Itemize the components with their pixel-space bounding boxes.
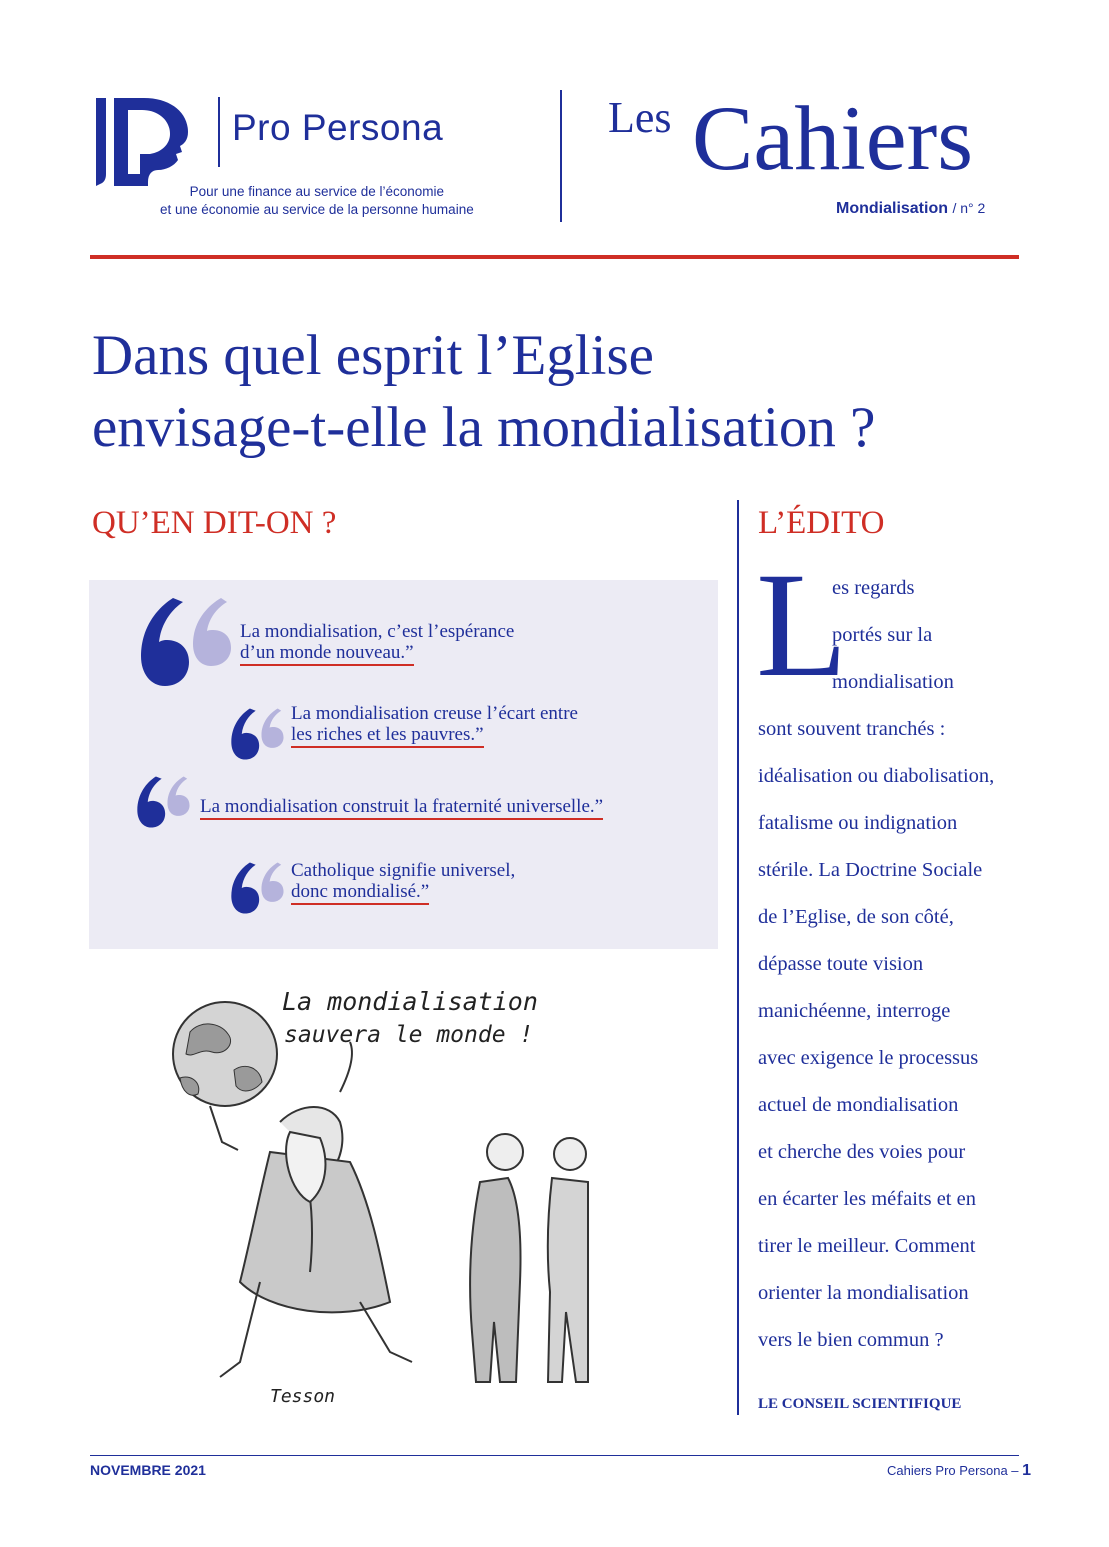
edito-line: sont souvent tranchés : (758, 718, 946, 740)
edito-line: vers le bien commun ? (758, 1329, 944, 1351)
edito-line: orienter la mondialisation (758, 1282, 969, 1304)
column-rule (737, 500, 739, 1415)
quote-text (200, 796, 603, 817)
section-heading-edito: L’ÉDITO (758, 505, 885, 541)
issue-topic: Mondialisation (836, 200, 948, 217)
quote-line: d’un monde nouveau.” (240, 642, 414, 666)
section-heading-quotes: QU’EN DIT-ON ? (92, 505, 337, 541)
edito-line: mondialisation (832, 671, 954, 693)
quote-mark-icon (229, 706, 287, 762)
logo-divider (218, 97, 220, 167)
quote-mark-icon (135, 774, 193, 830)
edito-line: es regards (832, 577, 915, 599)
cartoon-caption-line: sauvera le monde ! (284, 1022, 534, 1048)
issue-number: / n° 2 (952, 200, 986, 216)
footer-publication-name: Cahiers Pro Persona – (887, 1463, 1019, 1478)
edito-line: portés sur la (832, 624, 933, 646)
quote-line: les riches et les pauvres.” (291, 724, 484, 748)
quote-text (291, 703, 578, 745)
page-title (92, 320, 1022, 464)
cartoon-caption-line: La mondialisation (282, 987, 538, 1016)
edito-line: et cherche des voies pour (758, 1141, 966, 1163)
issue-label (836, 200, 985, 218)
edito-line: stérile. La Doctrine Sociale (758, 859, 983, 881)
edito-line: avec exigence le processus (758, 1047, 979, 1069)
masthead-cahiers: Cahiers (692, 87, 974, 189)
couple-figures (470, 1134, 590, 1382)
edito-line: de l’Eglise, de son côté, (758, 906, 954, 928)
brand-tagline (160, 183, 474, 219)
quote-line: Catholique signifie universel, (291, 860, 516, 881)
edito-line: en écarter les méfaits et en (758, 1188, 976, 1210)
page-number: 1 (1022, 1462, 1032, 1479)
edito-line: actuel de mondialisation (758, 1094, 959, 1116)
footer-rule (90, 1455, 1019, 1456)
footer-date: NOVEMBRE 2021 (90, 1462, 206, 1478)
edito-line: fatalisme ou indignation (758, 812, 958, 834)
cartoon-signature: Tesson (270, 1386, 336, 1407)
edito-line: dépasse toute vision (758, 953, 924, 975)
quote-mark-icon (137, 594, 237, 690)
tagline-line: et une économie au service de la personne humaine (160, 202, 474, 217)
title-line: envisage-t-elle la mondialisation ? (92, 396, 876, 459)
header-rule (90, 255, 1019, 259)
pro-persona-logo (92, 96, 192, 188)
footer-publication (887, 1462, 1031, 1480)
quote-line: donc mondialisé.” (291, 881, 429, 905)
edito-dropcap: L (756, 542, 848, 708)
quotes-box (89, 580, 718, 949)
quote-line: La mondialisation construit la fraternité universelle.” (200, 796, 603, 820)
edito-line: manichéenne, interroge (758, 1000, 951, 1022)
quote-text (240, 621, 514, 663)
quote-line: La mondialisation, c’est l’espérance (240, 621, 515, 642)
quote-text (291, 860, 515, 902)
edito-line: tirer le meilleur. Comment (758, 1235, 976, 1257)
tagline-line: Pour une finance au service de l’économie (189, 184, 445, 199)
masthead-les: Les (608, 93, 672, 142)
title-line: Dans quel esprit l’Eglise (92, 324, 654, 387)
edito-signature: LE CONSEIL SCIENTIFIQUE (758, 1396, 962, 1412)
quote-line: La mondialisation creuse l’écart entre (291, 703, 578, 724)
globe-drawing (173, 1002, 277, 1106)
brand-name: Pro Persona (232, 107, 444, 148)
header-separator (560, 90, 562, 222)
cartoon-illustration (150, 982, 590, 1412)
quote-mark-icon (229, 860, 287, 916)
edito-line: idéalisation ou diabolisation, (758, 765, 995, 787)
